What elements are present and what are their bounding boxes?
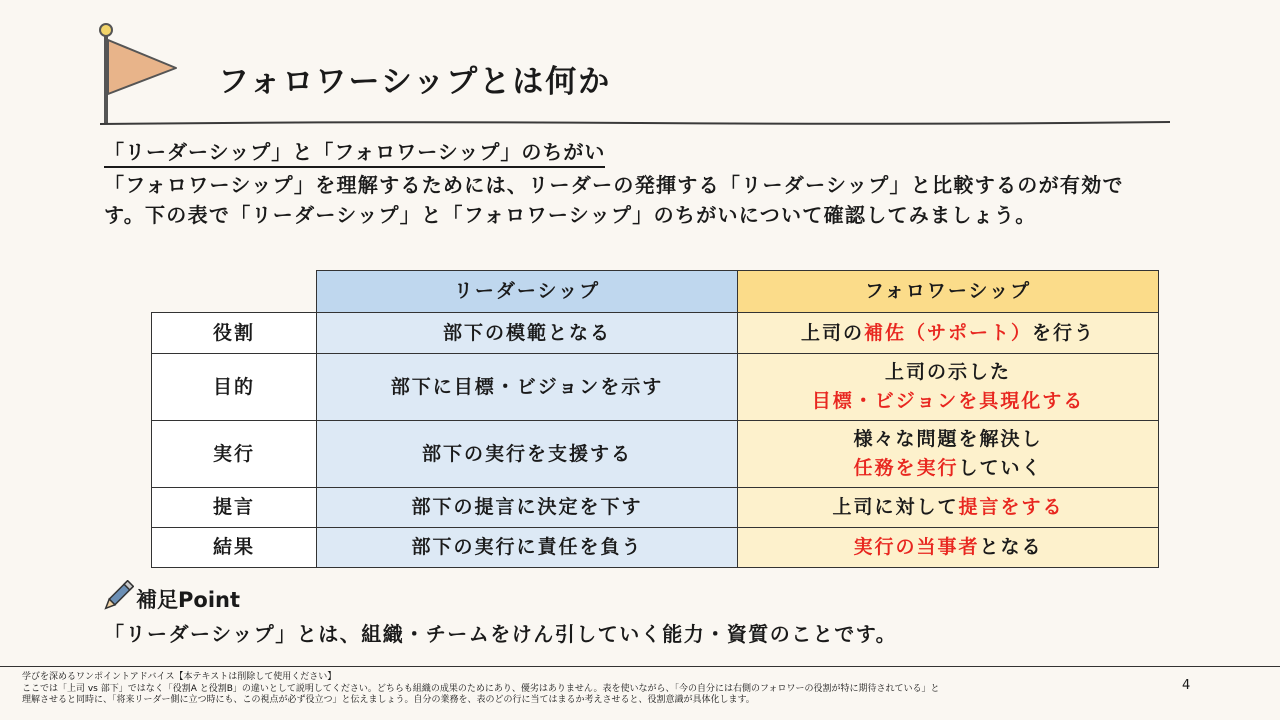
speaker-notes bbox=[22, 672, 1152, 707]
leadership-cell: 部下の模範となる bbox=[317, 313, 738, 354]
page-title: フォロワーシップとは何か bbox=[218, 64, 612, 100]
comparison-table bbox=[151, 270, 1159, 568]
section-subheading: 「リーダーシップ」と「フォロワーシップ」のちがい bbox=[104, 136, 605, 168]
cell-text: を行う bbox=[1032, 321, 1096, 344]
page-number: 4 bbox=[1182, 678, 1191, 693]
supplement-point-title: 補足Point bbox=[136, 588, 241, 612]
table-corner-cell bbox=[152, 271, 317, 313]
leadership-cell: 部下の実行に責任を負う bbox=[317, 528, 738, 568]
cell-text: 上司の bbox=[800, 321, 864, 344]
highlight-text: 目標・ビジョンを具現化する bbox=[811, 390, 1085, 412]
header-leadership: リーダーシップ bbox=[317, 271, 738, 313]
followership-cell bbox=[738, 421, 1159, 488]
followership-cell bbox=[738, 488, 1159, 528]
footer-divider bbox=[0, 666, 1280, 667]
highlight-text: 補佐（サポート） bbox=[863, 321, 1032, 344]
table-row bbox=[152, 421, 1159, 488]
cell-text: となる bbox=[979, 536, 1043, 558]
flag-icon bbox=[96, 18, 186, 128]
table-row bbox=[152, 313, 1159, 354]
table-row bbox=[152, 354, 1159, 421]
followership-cell bbox=[738, 354, 1159, 421]
speaker-notes-line: ここでは「上司 vs 部下」ではなく「役割A と役割B」の違いとして説明してください。どちらも組織の成果のためにあり、優劣はありません。表を使いながら、「今の自分には右側のフォロワーの役割が特に期待されている」と bbox=[22, 683, 940, 694]
followership-cell bbox=[738, 528, 1159, 568]
followership-cell bbox=[738, 313, 1159, 354]
pencil-icon bbox=[100, 580, 134, 614]
speaker-notes-line: 理解させると同時に、「将来リーダー側に立つ時にも、この視点が必ず役立つ」と伝えましょう。自分の業務を、表のどの行に当てはまるか考えさせると、役割意識が具体化します。 bbox=[22, 695, 755, 705]
title-divider bbox=[100, 118, 1170, 128]
table-row bbox=[152, 528, 1159, 568]
cell-text: 様々な問題を解決し bbox=[853, 428, 1043, 450]
cell-text: 上司の示した bbox=[884, 361, 1011, 383]
row-label: 目的 bbox=[152, 354, 317, 421]
intro-paragraph: 「フォロワーシップ」を理解するためには、リーダーの発揮する「リーダーシップ」と比較するのが有効です。下の表で「リーダーシップ」と「フォロワーシップ」のちがいについて確認してみましょう。 bbox=[104, 173, 1124, 227]
highlight-text: 実行の当事者 bbox=[853, 536, 980, 558]
table-row bbox=[152, 488, 1159, 528]
header-followership: フォロワーシップ bbox=[738, 271, 1159, 313]
leadership-cell: 部下の提言に決定を下す bbox=[317, 488, 738, 528]
cell-text: 上司に対して bbox=[832, 496, 959, 518]
supplement-point-text: 「リーダーシップ」とは、組織・チームをけん引していく能力・資質のことです。 bbox=[104, 622, 898, 646]
highlight-text: 任務を実行 bbox=[853, 457, 959, 479]
leadership-cell: 部下に目標・ビジョンを示す bbox=[317, 354, 738, 421]
leadership-cell: 部下の実行を支援する bbox=[317, 421, 738, 488]
cell-text: していく bbox=[958, 457, 1043, 479]
row-label: 実行 bbox=[152, 421, 317, 488]
row-label: 提言 bbox=[152, 488, 317, 528]
row-label: 結果 bbox=[152, 528, 317, 568]
highlight-text: 提言をする bbox=[958, 496, 1064, 518]
speaker-notes-line: 学びを深めるワンポイントアドバイス【本テキストは削除して使用ください】 bbox=[22, 672, 337, 682]
row-label: 役割 bbox=[152, 313, 317, 354]
table-header-row bbox=[152, 271, 1159, 313]
